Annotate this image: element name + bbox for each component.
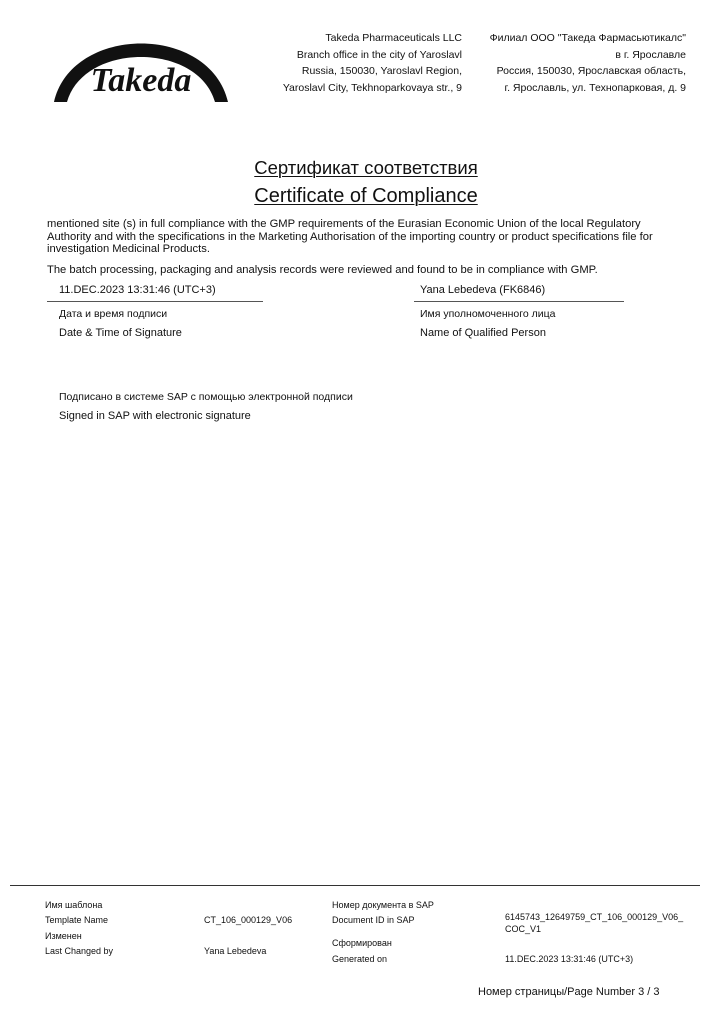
last-changed-value: Yana Lebedeva — [204, 946, 267, 956]
title-ru-text: Сертификат соответствия — [254, 157, 478, 178]
generated-label-ru: Сформирован — [332, 938, 392, 948]
template-name-label-en: Template Name — [45, 915, 109, 925]
compliance-paragraph: mentioned site (s) in full compliance with the GMP requirements of the Eurasian Economic Union of the local Regulatory Authority and with the specifications in the Marketing Authorisation of the importing country or product specifications file for investigation Medicinal Products. — [47, 218, 653, 256]
date-signature-line — [47, 301, 263, 302]
address-line: Филиал ООО "Такеда Фармасьютикалс" — [489, 32, 686, 44]
document-id-label-en: Document ID in SAP — [332, 915, 415, 925]
signed-in-sap-en: Signed in SAP with electronic signature — [59, 410, 251, 422]
document-id-value-cont: COC_V1 — [505, 924, 542, 934]
document-title-ru — [0, 157, 724, 179]
signature-datetime: 11.DEC.2023 13:31:46 (UTC+3) — [59, 284, 216, 296]
generated-value: 11.DEC.2023 13:31:46 (UTC+3) — [505, 954, 634, 964]
address-line: Russia, 150030, Yaroslavl Region, — [301, 65, 462, 78]
address-line: Yaroslavl City, Tekhnoparkovaya str., 9 — [282, 81, 462, 94]
document-title-en — [0, 185, 724, 208]
logo-text: Takeda — [90, 62, 192, 99]
name-label-ru: Имя уполномоченного лица — [420, 308, 556, 320]
address-line: Branch office in the city of Yaroslavl — [296, 48, 462, 61]
date-label-ru: Дата и время подписи — [59, 308, 168, 320]
company-address-en — [236, 30, 462, 96]
page-number: Номер страницы/Page Number 3 / 3 — [478, 986, 660, 998]
last-changed-label-ru: Изменен — [45, 931, 82, 941]
signed-in-sap-ru: Подписано в системе SAP с помощью электронной подписи — [59, 391, 353, 403]
qualified-person-name: Yana Lebedeva (FK6846) — [420, 284, 546, 296]
template-name-value: CT_106_000129_V06 — [204, 915, 293, 925]
document-id-value: 6145743_12649759_CT_106_000129_V06_ — [505, 912, 684, 922]
footer-divider — [10, 885, 700, 886]
address-line: Takeda Pharmaceuticals LLC — [325, 32, 462, 44]
address-line: г. Ярославль, ул. Технопарковая, д. 9 — [504, 81, 686, 94]
generated-label-en: Generated on — [332, 954, 388, 964]
name-signature-line — [414, 301, 624, 302]
date-label-en: Date & Time of Signature — [59, 327, 182, 339]
address-line: в г. Ярославле — [615, 48, 686, 61]
title-en-text: Certificate of Compliance — [254, 185, 478, 207]
review-paragraph: The batch processing, packaging and analysis records were reviewed and found to be in compliance with GMP. — [47, 264, 598, 276]
address-line: Россия, 150030, Ярославская область, — [496, 65, 686, 78]
company-address-ru — [478, 30, 686, 96]
name-label-en: Name of Qualified Person — [420, 327, 546, 339]
last-changed-label-en: Last Changed by — [45, 946, 114, 956]
document-id-label-ru: Номер документа в SAP — [332, 900, 434, 910]
template-name-label-ru: Имя шаблона — [45, 900, 103, 910]
takeda-logo — [50, 28, 232, 120]
